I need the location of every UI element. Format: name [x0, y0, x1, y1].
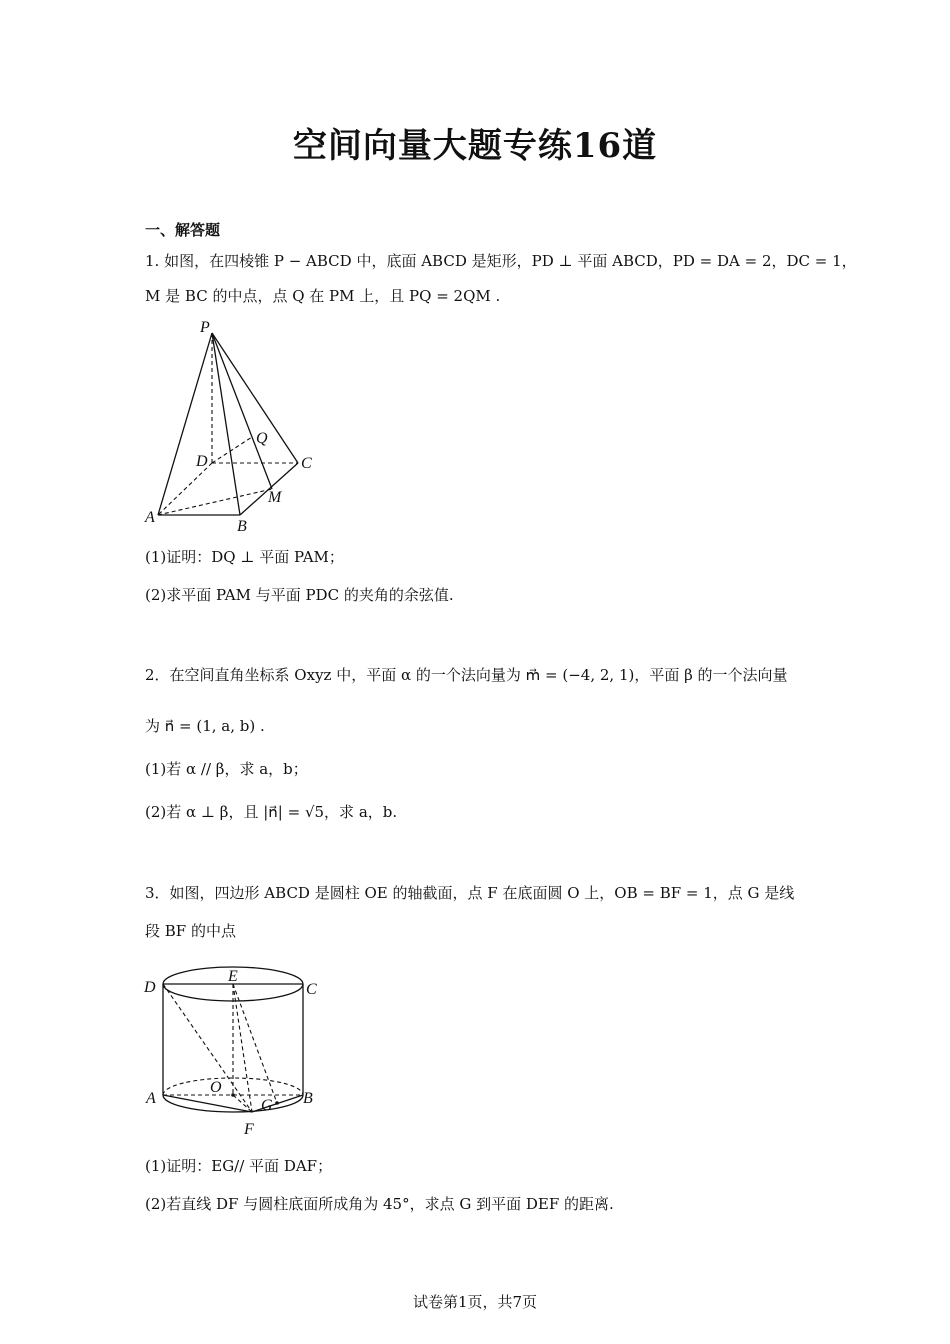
label-b: B — [303, 1090, 313, 1107]
label-a: A — [145, 509, 155, 526]
cylinder-figure — [140, 962, 340, 1147]
label-c: C — [301, 455, 312, 472]
problem-1-part-2: (2)求平面 PAM 与平面 PDC 的夹角的余弦值. — [145, 586, 454, 604]
label-g: G — [261, 1097, 273, 1114]
label-q: Q — [256, 430, 268, 447]
problem-3-part-2: (2)若直线 DF 与圆柱底面所成角为 45°，求点 G 到平面 DEF 的距离. — [145, 1195, 614, 1213]
problem-3-stem-line-2: 段 BF 的中点 — [145, 922, 236, 940]
label-d: D — [144, 979, 156, 996]
problem-2-stem-line-1: 2．在空间直角坐标系 Oxyz 中，平面 α 的一个法向量为 m⃗ = (−4, 2, 1)，平面 β 的一个法向量 — [145, 666, 788, 684]
pyramid-figure — [140, 315, 340, 537]
label-a: A — [146, 1090, 156, 1107]
label-f: F — [244, 1121, 254, 1138]
section-heading: 一、解答题 — [145, 221, 221, 239]
problem-1-part-1: (1)证明：DQ ⊥ 平面 PAM； — [145, 548, 344, 566]
problem-2-part-1: (1)若 α // β，求 a，b； — [145, 760, 308, 778]
label-p: P — [200, 319, 210, 336]
label-m: M — [268, 489, 282, 506]
page-title: 空间向量大题专练16道 — [292, 126, 658, 166]
label-e: E — [228, 968, 238, 985]
problem-2-part-2: (2)若 α ⊥ β，且 |n⃗| = √5，求 a，b. — [145, 803, 398, 821]
page-footer: 试卷第1页，共7页 — [412, 1293, 538, 1311]
problem-3-stem-line-1: 3．如图，四边形 ABCD 是圆柱 OE 的轴截面，点 F 在底面圆 O 上，OB = BF = 1，点 G 是线 — [145, 884, 795, 902]
problem-2-stem-line-2: 为 n⃗ = (1, a, b) . — [145, 717, 265, 735]
label-c: C — [306, 981, 317, 998]
label-o: O — [210, 1079, 222, 1096]
problem-3-part-1: (1)证明：EG// 平面 DAF； — [145, 1157, 333, 1175]
problem-1-stem-line-2: M 是 BC 的中点，点 Q 在 PM 上，且 PQ = 2QM . — [145, 287, 501, 305]
label-d: D — [196, 453, 208, 470]
label-b: B — [237, 518, 247, 535]
problem-1-stem-line-1: 1. 如图，在四棱锥 P − ABCD 中，底面 ABCD 是矩形，PD ⊥ 平面 ABCD，PD = DA = 2，DC = 1， — [145, 252, 857, 270]
